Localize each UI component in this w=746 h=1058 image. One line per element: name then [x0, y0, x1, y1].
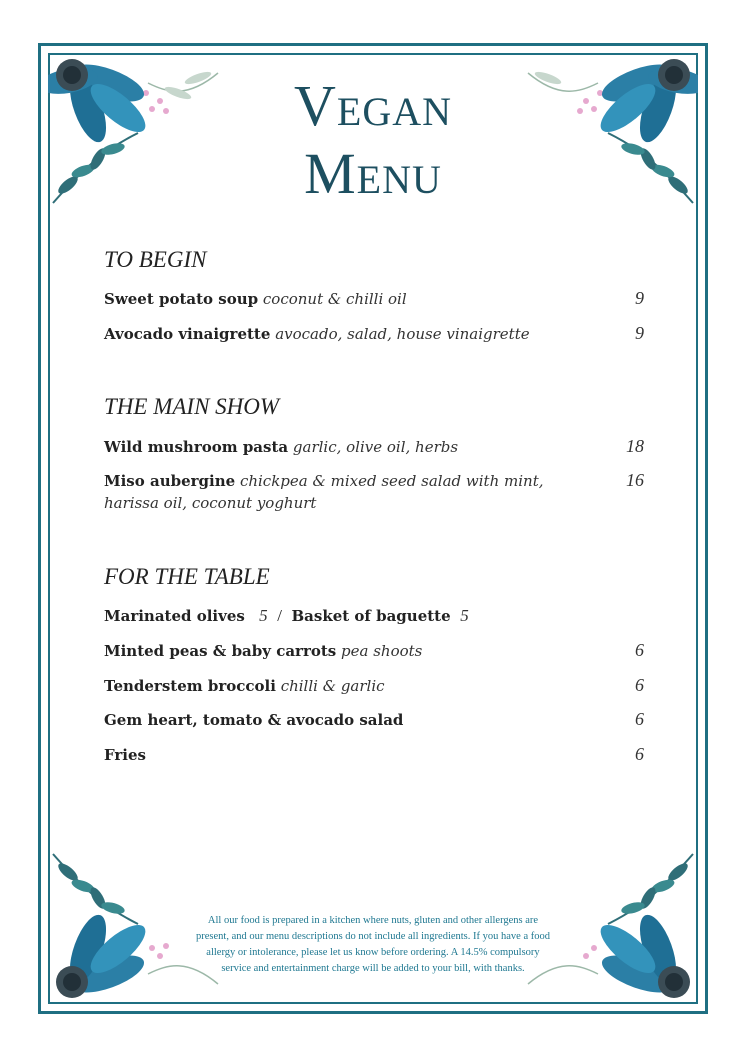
item-price: 9 [635, 288, 644, 308]
title-initial-m: M [304, 141, 357, 206]
item-name: Minted peas & baby carrots [104, 642, 337, 660]
item-price: 6 [635, 744, 644, 764]
item-price: 6 [635, 675, 644, 695]
menu-title-line1 [0, 72, 746, 139]
menu-item [104, 323, 644, 345]
item-price: 6 [635, 709, 644, 729]
item-price-inline: 5 [259, 606, 268, 625]
item-name: Basket of baguette [291, 607, 451, 625]
allergen-notice-line: service and entertainment charge will be added to your bill, with thanks. [221, 963, 525, 974]
menu-item-combo [104, 605, 644, 627]
item-name: Miso aubergine [104, 472, 236, 490]
allergen-notice-line: allergy or intolerance, please let us know before ordering. A 14.5% compulsory [206, 947, 540, 958]
item-description: pea shoots [341, 642, 423, 660]
item-price: 9 [635, 323, 644, 343]
title-initial-v: V [294, 73, 337, 138]
item-name: Gem heart, tomato & avocado salad [104, 711, 404, 729]
item-price: 16 [626, 470, 644, 490]
item-price: 6 [635, 640, 644, 660]
section-heading: FOR THE TABLE [104, 564, 270, 589]
allergen-notice-line: All our food is prepared in a kitchen where nuts, gluten and other allergens are [207, 915, 539, 926]
item-description: avocado, salad, house vinaigrette [275, 325, 530, 343]
item-name: Tenderstem broccoli [104, 677, 276, 695]
item-description-continued: harissa oil, coconut yoghurt [104, 494, 317, 512]
allergen-notice [172, 913, 574, 977]
menu-item [104, 436, 644, 458]
item-price: 18 [626, 436, 644, 456]
title-rest-enu: ENU [356, 157, 442, 202]
section-heading: TO BEGIN [104, 247, 207, 272]
menu-item [104, 288, 644, 310]
item-name: Sweet potato soup [104, 290, 259, 308]
item-name: Fries [104, 746, 146, 764]
section-heading: THE MAIN SHOW [104, 394, 280, 419]
item-separator: / [277, 606, 282, 625]
item-name: Marinated olives [104, 607, 245, 625]
menu-item [104, 640, 644, 662]
menu-title-line2 [0, 140, 746, 207]
menu-item [104, 744, 644, 766]
item-price-inline: 5 [460, 606, 469, 625]
item-name: Wild mushroom pasta [104, 438, 289, 456]
item-name: Avocado vinaigrette [104, 325, 271, 343]
menu-item [104, 675, 644, 697]
item-description: coconut & chilli oil [262, 290, 407, 308]
allergen-notice-line: present, and our menu descriptions do not include all ingredients. If you have a food [196, 931, 550, 942]
item-description: garlic, olive oil, herbs [292, 438, 459, 456]
item-description: chickpea & mixed seed salad with mint, [239, 472, 544, 490]
item-description: chilli & garlic [280, 677, 385, 695]
menu-item [104, 470, 644, 514]
title-rest-egan: EGAN [336, 89, 452, 134]
menu-item [104, 709, 644, 731]
